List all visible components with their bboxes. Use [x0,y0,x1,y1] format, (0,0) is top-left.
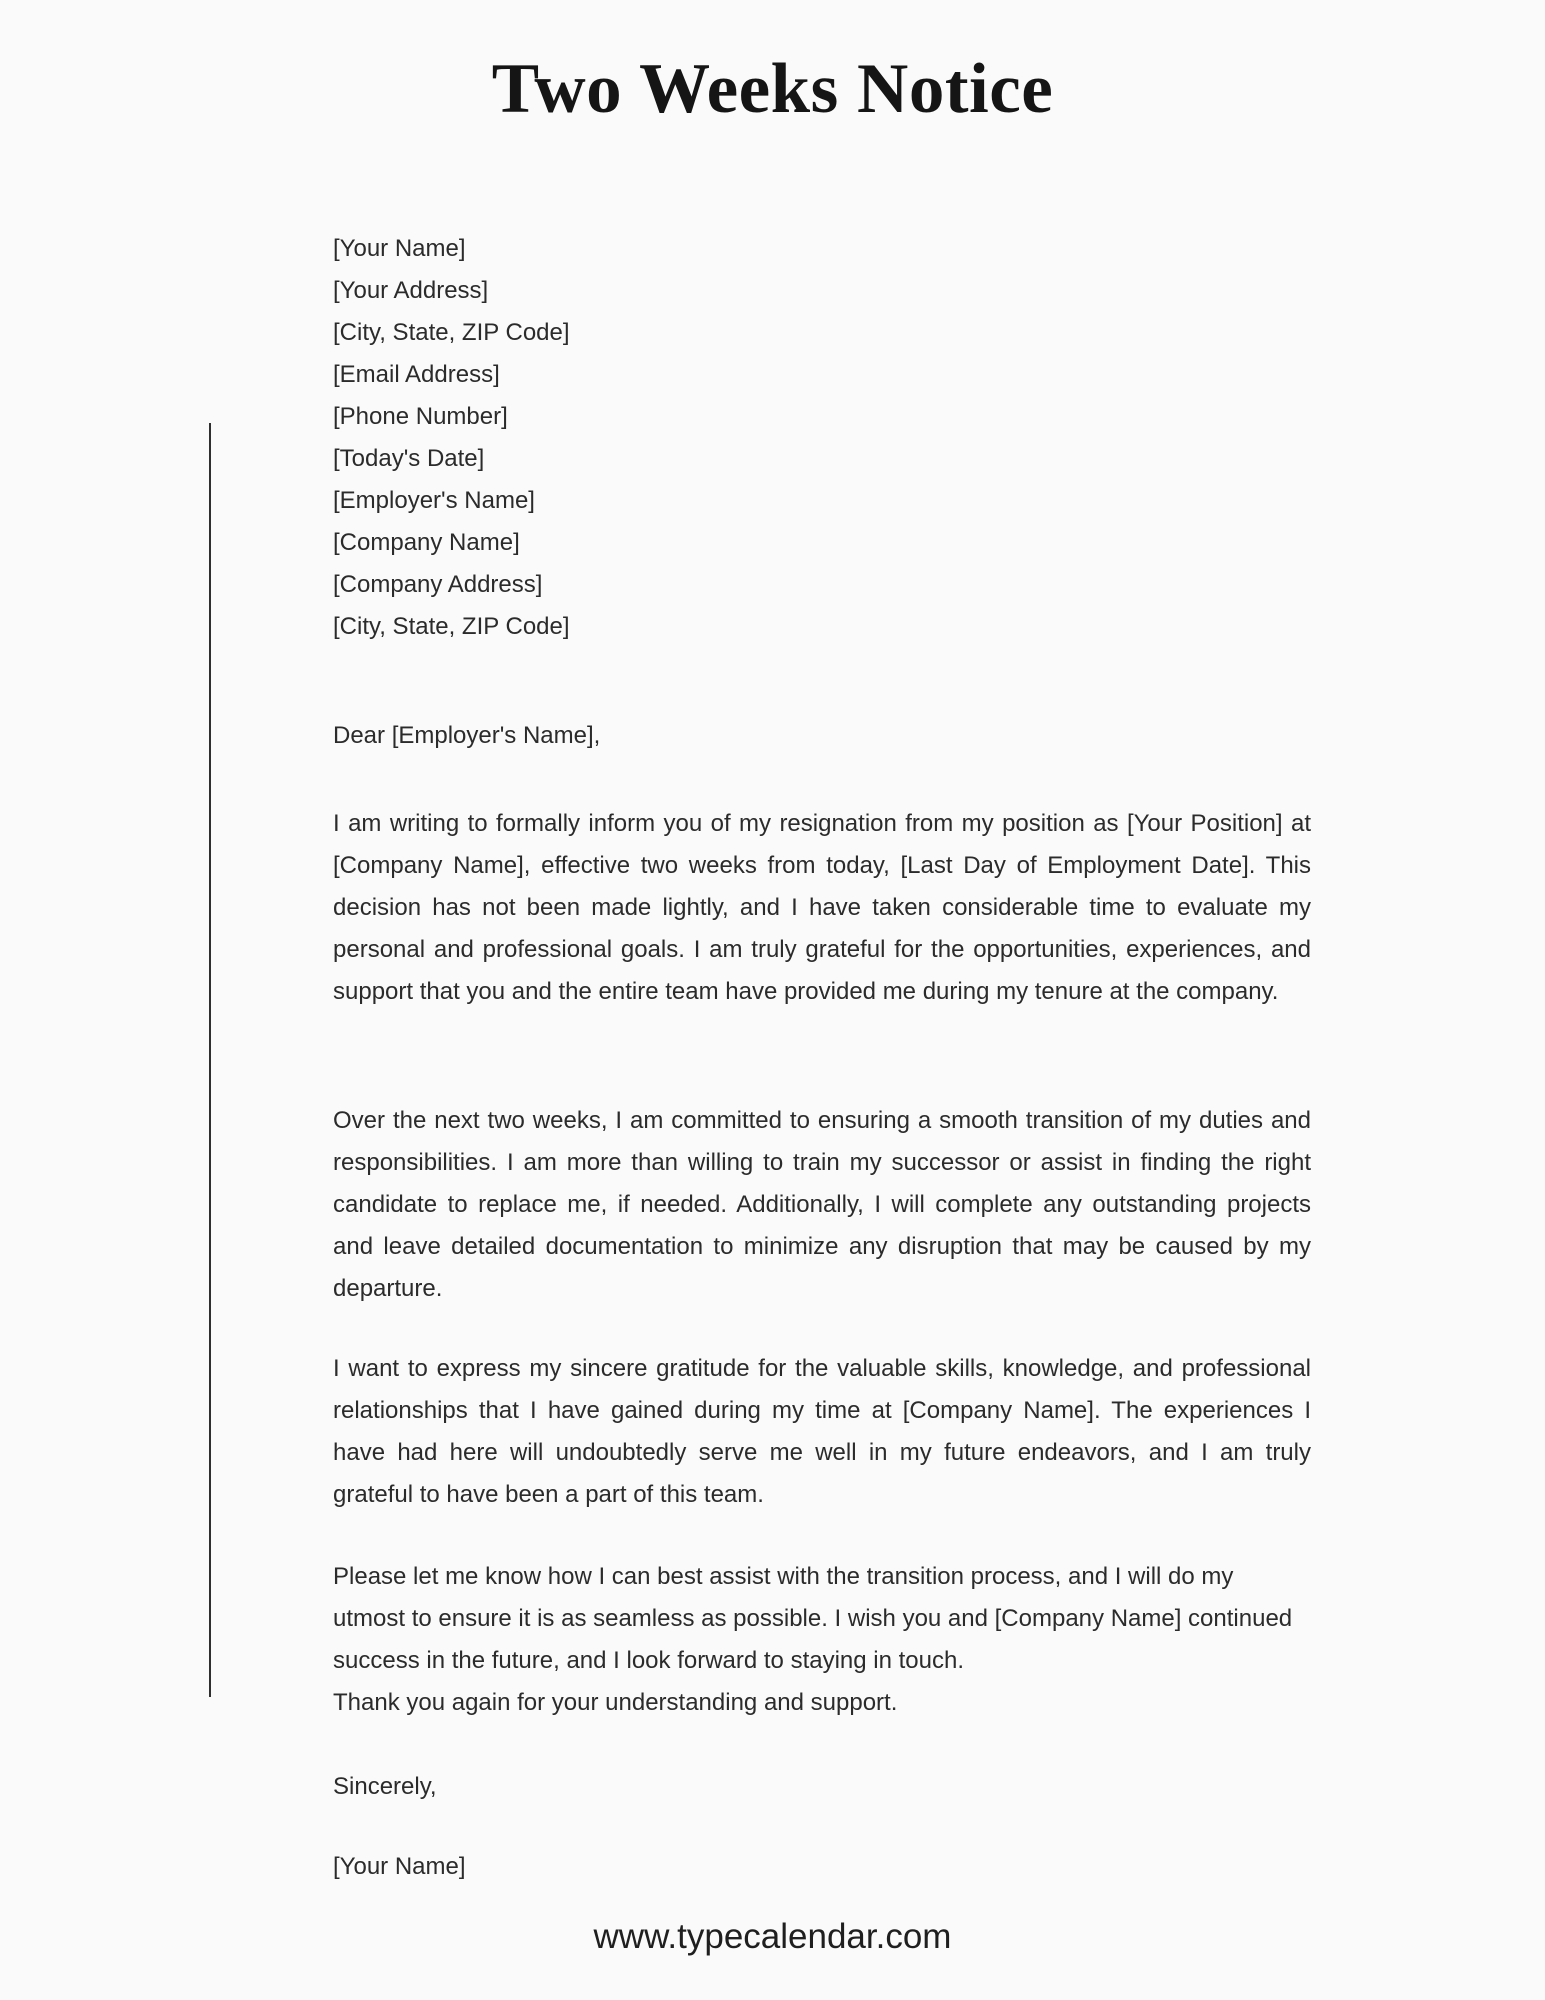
paragraph-gratitude: I want to express my sincere gratitude for the valuable skills, knowledge, and professional relationships that I have gained during my time at [Company Name]. The experiences I have had here will undoubtedly serve me well in my future endeavors, and I am truly grateful to have been a part of this team. [333,1355,1311,1508]
company-address-line: [Company Address] [333,571,543,598]
sender-phone-line: [Phone Number] [333,403,508,430]
sender-name-line: [Your Name] [333,235,466,262]
paragraph-assistance-block [333,1556,1311,1724]
closing: Sincerely, [333,1773,437,1800]
sender-address-block [333,228,1311,648]
company-name-line: [Company Name] [333,529,520,556]
thank-you-line: Thank you again for your understanding and support. [333,1689,898,1716]
salutation: Dear [Employer's Name], [333,722,601,749]
sender-city-line: [City, State, ZIP Code] [333,319,570,346]
paragraph-resignation: I am writing to formally inform you of my resignation from my position as [Your Position] at [Company Name], effective two weeks from today, [Last Day of Employment Date]. This decision has not been made lightly, and I have taken considerable time to evaluate my personal and professional goals. I am truly grateful for the opportunities, experiences, and support that you and the entire team have provided me during my tenure at the company. [333,810,1311,1005]
paragraph-assistance: Please let me know how I can best assist with the transition process, and I will do my utmost to ensure it is as seamless as possible. I wish you and [Company Name] continued success in the future, and I look forward to staying in touch. [333,1563,1293,1674]
paragraph-transition: Over the next two weeks, I am committed to ensuring a smooth transition of my duties and responsibilities. I am more than willing to train my successor or assist in finding the right candidate to replace me, if needed. Additionally, I will complete any outstanding projects and leave detailed documentation to minimize any disruption that may be caused by my departure. [333,1107,1311,1302]
company-city-line: [City, State, ZIP Code] [333,613,570,640]
signature-name: [Your Name] [333,1853,466,1880]
sender-address-line: [Your Address] [333,277,489,304]
employer-name-line: [Employer's Name] [333,487,535,514]
page-title: Two Weeks Notice [491,50,1054,128]
date-line: [Today's Date] [333,445,485,472]
sender-email-line: [Email Address] [333,361,500,388]
footer-url: www.typecalendar.com [593,1917,952,1956]
left-margin-rule [209,423,211,1697]
